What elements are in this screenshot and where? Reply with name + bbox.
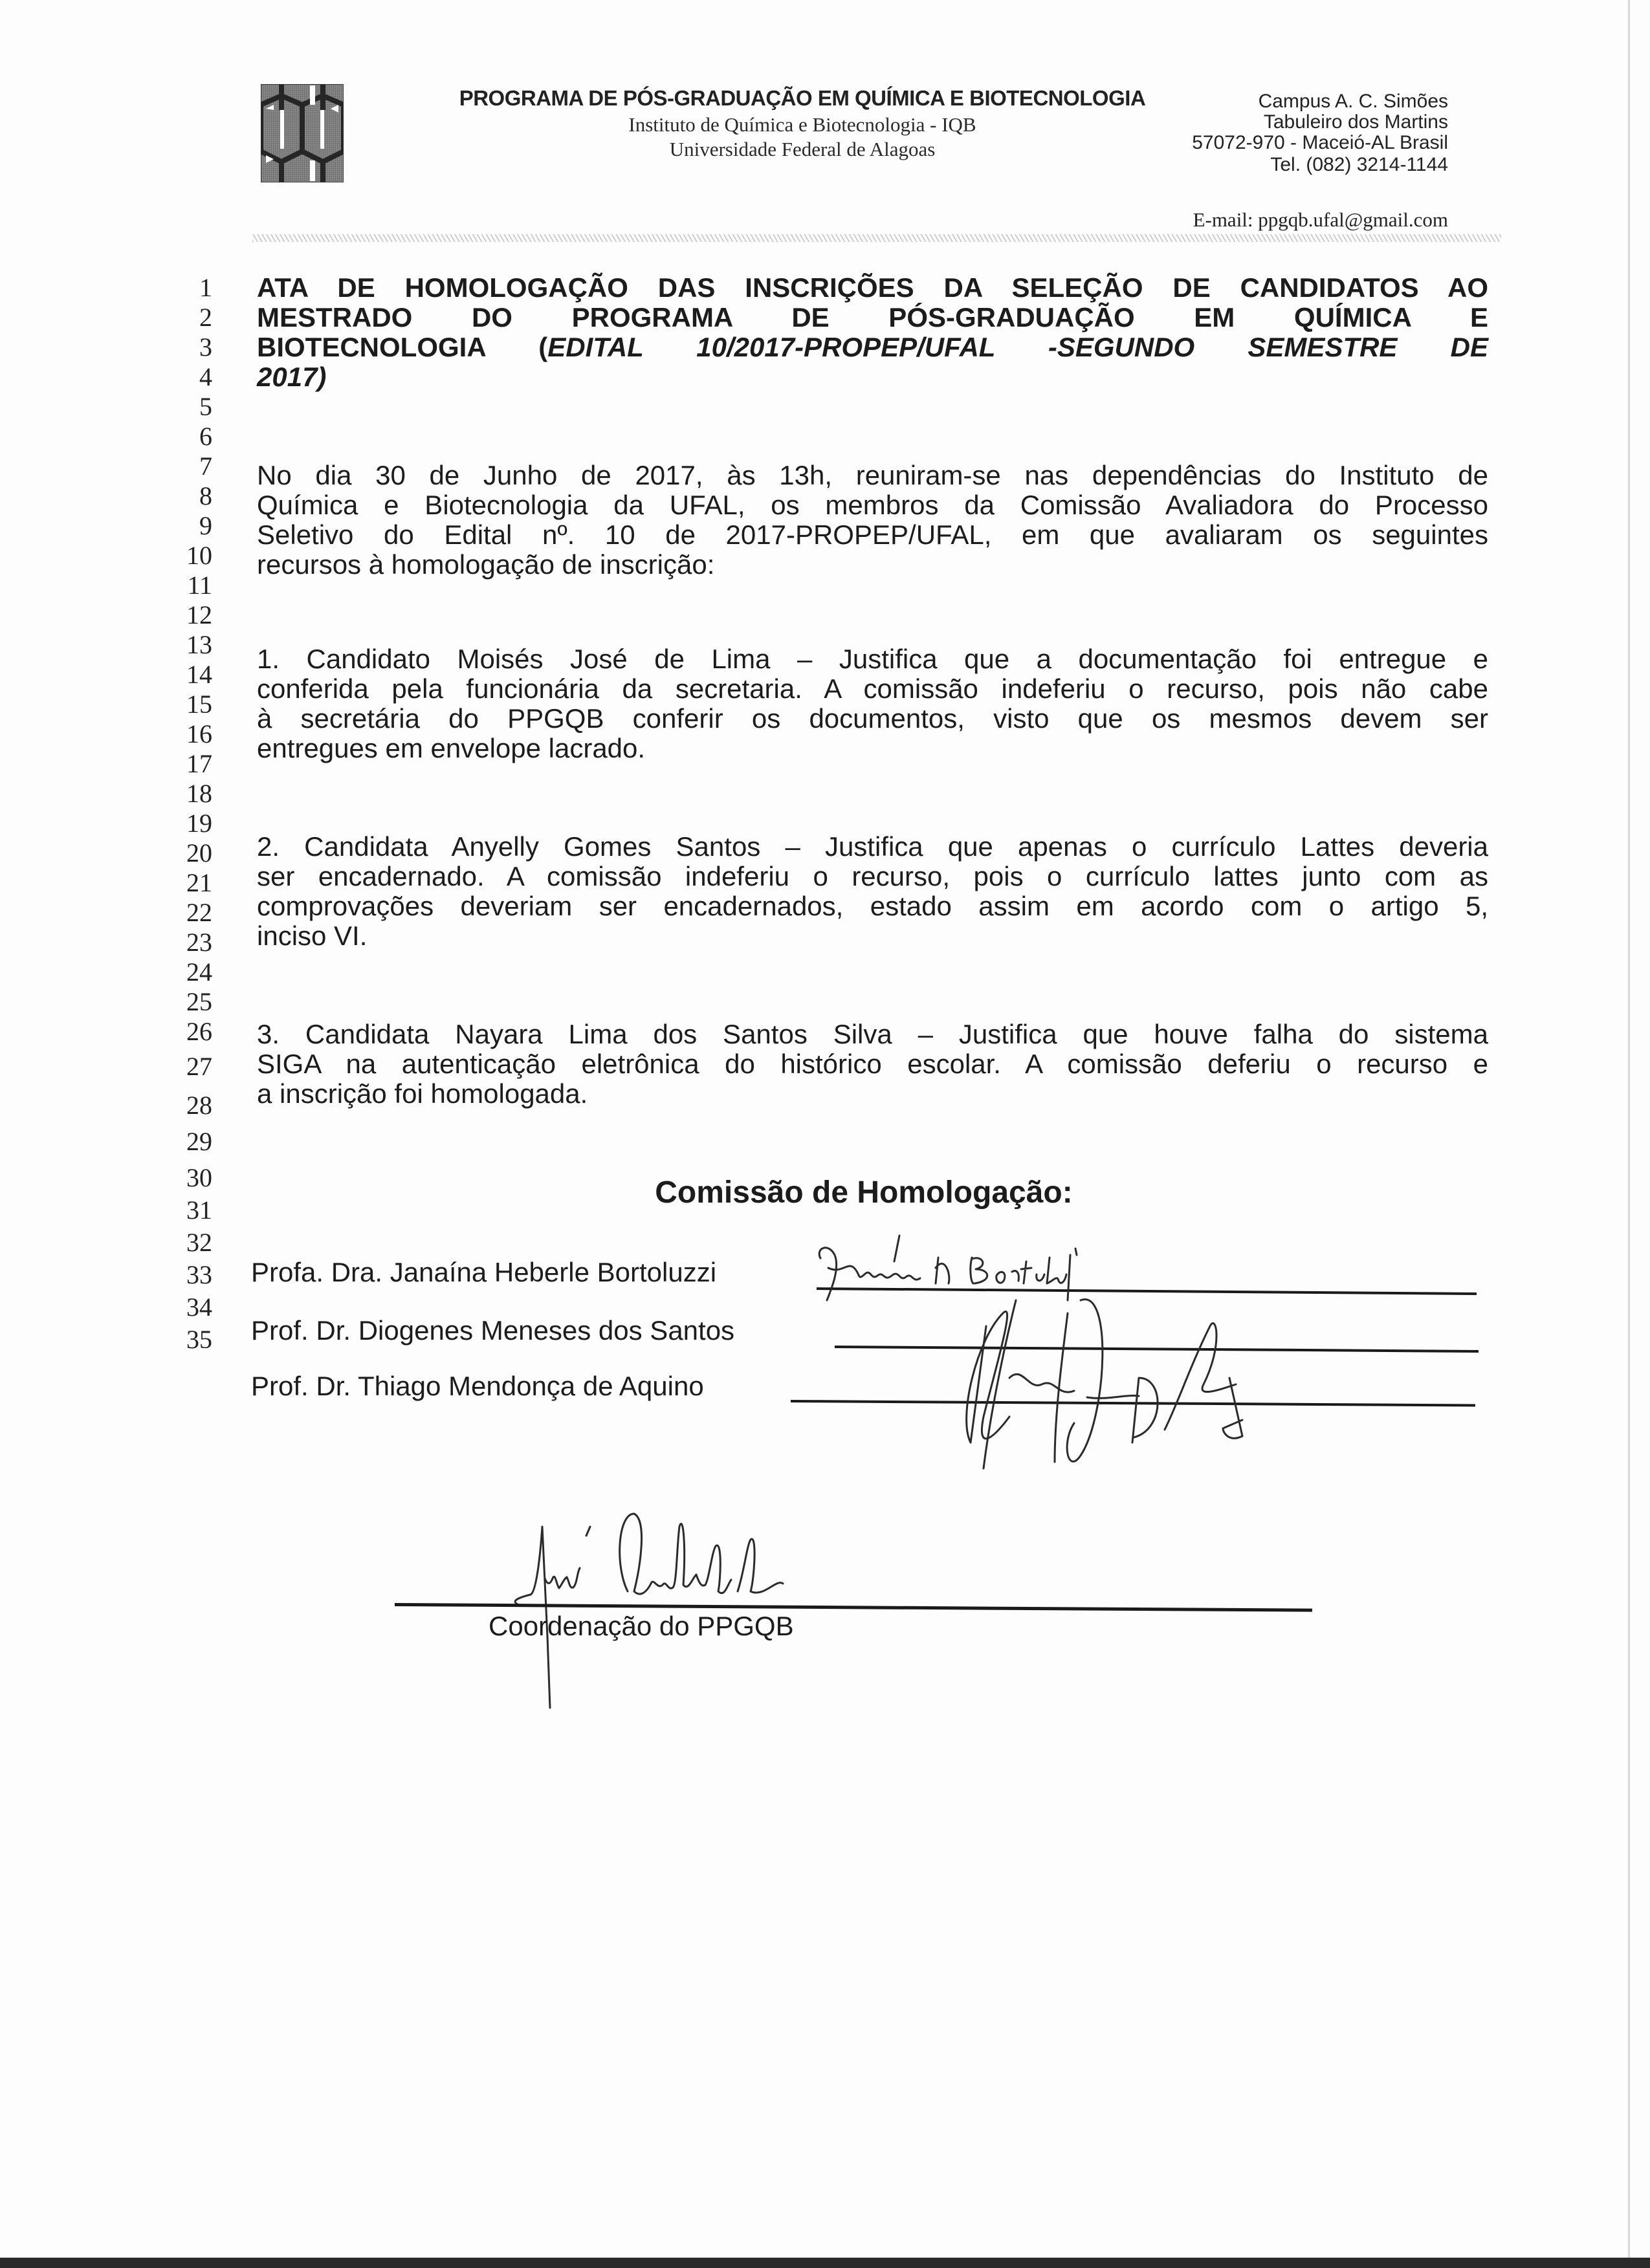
address-email: E-mail: ppgqb.ufal@gmail.com <box>1193 208 1448 231</box>
signature-diogenes-thiago <box>919 1287 1320 1481</box>
line-number: 4 <box>199 362 212 391</box>
line-number: 14 <box>186 660 212 689</box>
line-number: 11 <box>187 571 212 600</box>
address-district: Tabuleiro dos Martins <box>1263 111 1448 133</box>
line-number: 21 <box>186 868 212 897</box>
line-number: 6 <box>199 422 212 451</box>
line-number: 17 <box>186 749 212 778</box>
line-number: 2 <box>199 303 212 332</box>
committee-member-2: Prof. Dr. Diogenes Meneses dos Santos <box>251 1315 735 1346</box>
line-number: 9 <box>199 511 212 540</box>
university-name: Universidade Federal de Alagoas <box>669 138 936 160</box>
line-number: 1 <box>199 273 212 302</box>
line-number: 24 <box>186 957 212 987</box>
line-number: 15 <box>186 690 212 719</box>
line-number: 20 <box>186 838 212 867</box>
intro-line-9: recursos à homologação de inscrição: <box>257 549 715 580</box>
title-line-1: ATA DE HOMOLOGAÇÃO DAS INSCRIÇÕES DA SELEÇÃO DE CANDIDATOS AO <box>257 272 1488 303</box>
committee-member-3: Prof. Dr. Thiago Mendonça de Aquino <box>251 1371 704 1401</box>
line-number: 3 <box>199 333 212 362</box>
scan-edge-shadow <box>1628 0 1630 2258</box>
program-title: PROGRAMA DE PÓS-GRADUAÇÃO EM QUÍMICA E BIOTECNOLOGIA <box>459 86 1146 110</box>
institute-name: Instituto de Química e Biotecnologia - IQB <box>628 113 976 136</box>
appeal-2-line-4: inciso VI. <box>257 921 368 951</box>
appeal-2-line-1: 2. Candidata Anyelly Gomes Santos – Justifica que apenas o currículo Lattes deveria <box>257 831 1488 862</box>
line-number: 7 <box>199 452 212 481</box>
appeal-1-line-4: entregues em envelope lacrado. <box>257 733 646 763</box>
appeal-3-line-3: a inscrição foi homologada. <box>257 1078 588 1109</box>
line-number: 10 <box>186 541 212 570</box>
title-line-4: 2017) <box>257 362 327 392</box>
committee-member-1: Profa. Dra. Janaína Heberle Bortoluzzi <box>251 1257 717 1287</box>
address-phone: Tel. (082) 3214-1144 <box>1270 154 1448 175</box>
appeal-3-line-1: 3. Candidata Nayara Lima dos Santos Silva – Justifica que houve falha do sistema <box>257 1019 1488 1049</box>
line-number: 33 <box>186 1260 212 1289</box>
line-number: 32 <box>186 1228 212 1257</box>
coordinator-label: Coordenação do PPGQB <box>489 1611 794 1641</box>
title-line-2: MESTRADO DO PROGRAMA DE PÓS-GRADUAÇÃO EM QUÍMICA E <box>257 302 1488 333</box>
line-number: 30 <box>186 1163 212 1192</box>
address-postal-city: 57072-970 - Maceió-AL Brasil <box>1192 132 1448 153</box>
line-number: 23 <box>186 928 212 957</box>
line-number: 34 <box>186 1292 212 1322</box>
appeal-1-line-3: à secretária do PPGQB conferir os documentos, visto que os mesmos devem ser <box>257 703 1488 734</box>
title-line-3-italic: EDITAL 10/2017-PROPEP/UFAL -SEGUNDO SEMESTRE DE <box>547 332 1488 362</box>
line-number: 22 <box>186 898 212 927</box>
appeal-2-line-3: comprovações deveriam ser encadernados, estado assim em acordo com o artigo 5, <box>257 891 1488 921</box>
line-number: 28 <box>186 1091 212 1120</box>
appeal-1-line-1: 1. Candidato Moisés José de Lima – Justifica que a documentação foi entregue e <box>257 644 1488 674</box>
scan-edge-bottom <box>0 2258 1650 2268</box>
line-number: 26 <box>186 1017 212 1046</box>
address-campus: Campus A. C. Simões <box>1258 91 1448 112</box>
line-number: 16 <box>186 719 212 748</box>
intro-line-6: No dia 30 de Junho de 2017, às 13h, reuniram-se nas dependências do Instituto de <box>257 460 1488 490</box>
line-number: 13 <box>186 630 212 659</box>
line-number: 8 <box>199 481 212 510</box>
appeal-2-line-2: ser encadernado. A comissão indeferiu o recurso, pois o currículo lattes junto com as <box>257 861 1488 891</box>
header-divider <box>252 234 1501 242</box>
committee-title: Comissão de Homologação: <box>655 1175 1073 1210</box>
line-number: 18 <box>186 779 212 808</box>
line-number: 12 <box>186 600 212 629</box>
line-number: 25 <box>186 987 212 1016</box>
hexagon-lattice-logo-icon <box>261 84 344 182</box>
line-number: 29 <box>186 1127 212 1156</box>
line-number: 35 <box>186 1325 212 1354</box>
title-line-3-plain: BIOTECNOLOGIA ( <box>257 332 548 362</box>
title-line-3 <box>257 333 1488 362</box>
line-number: 31 <box>186 1195 212 1225</box>
appeal-1-line-2: conferida pela funcionária da secretaria. A comissão indeferiu o recurso, pois não cabe <box>257 673 1488 704</box>
line-number: 19 <box>186 809 212 838</box>
line-number: 27 <box>186 1052 212 1081</box>
appeal-3-line-2: SIGA na autenticação eletrônica do histórico escolar. A comissão deferiu o recurso e <box>257 1049 1488 1079</box>
intro-line-8: Seletivo do Edital nº. 10 de 2017-PROPEP/UFAL, em que avaliaram os seguintes <box>257 519 1488 550</box>
intro-line-7: Química e Biotecnologia da UFAL, os membros da Comissão Avaliadora do Processo <box>257 490 1488 520</box>
line-number: 5 <box>199 392 212 421</box>
